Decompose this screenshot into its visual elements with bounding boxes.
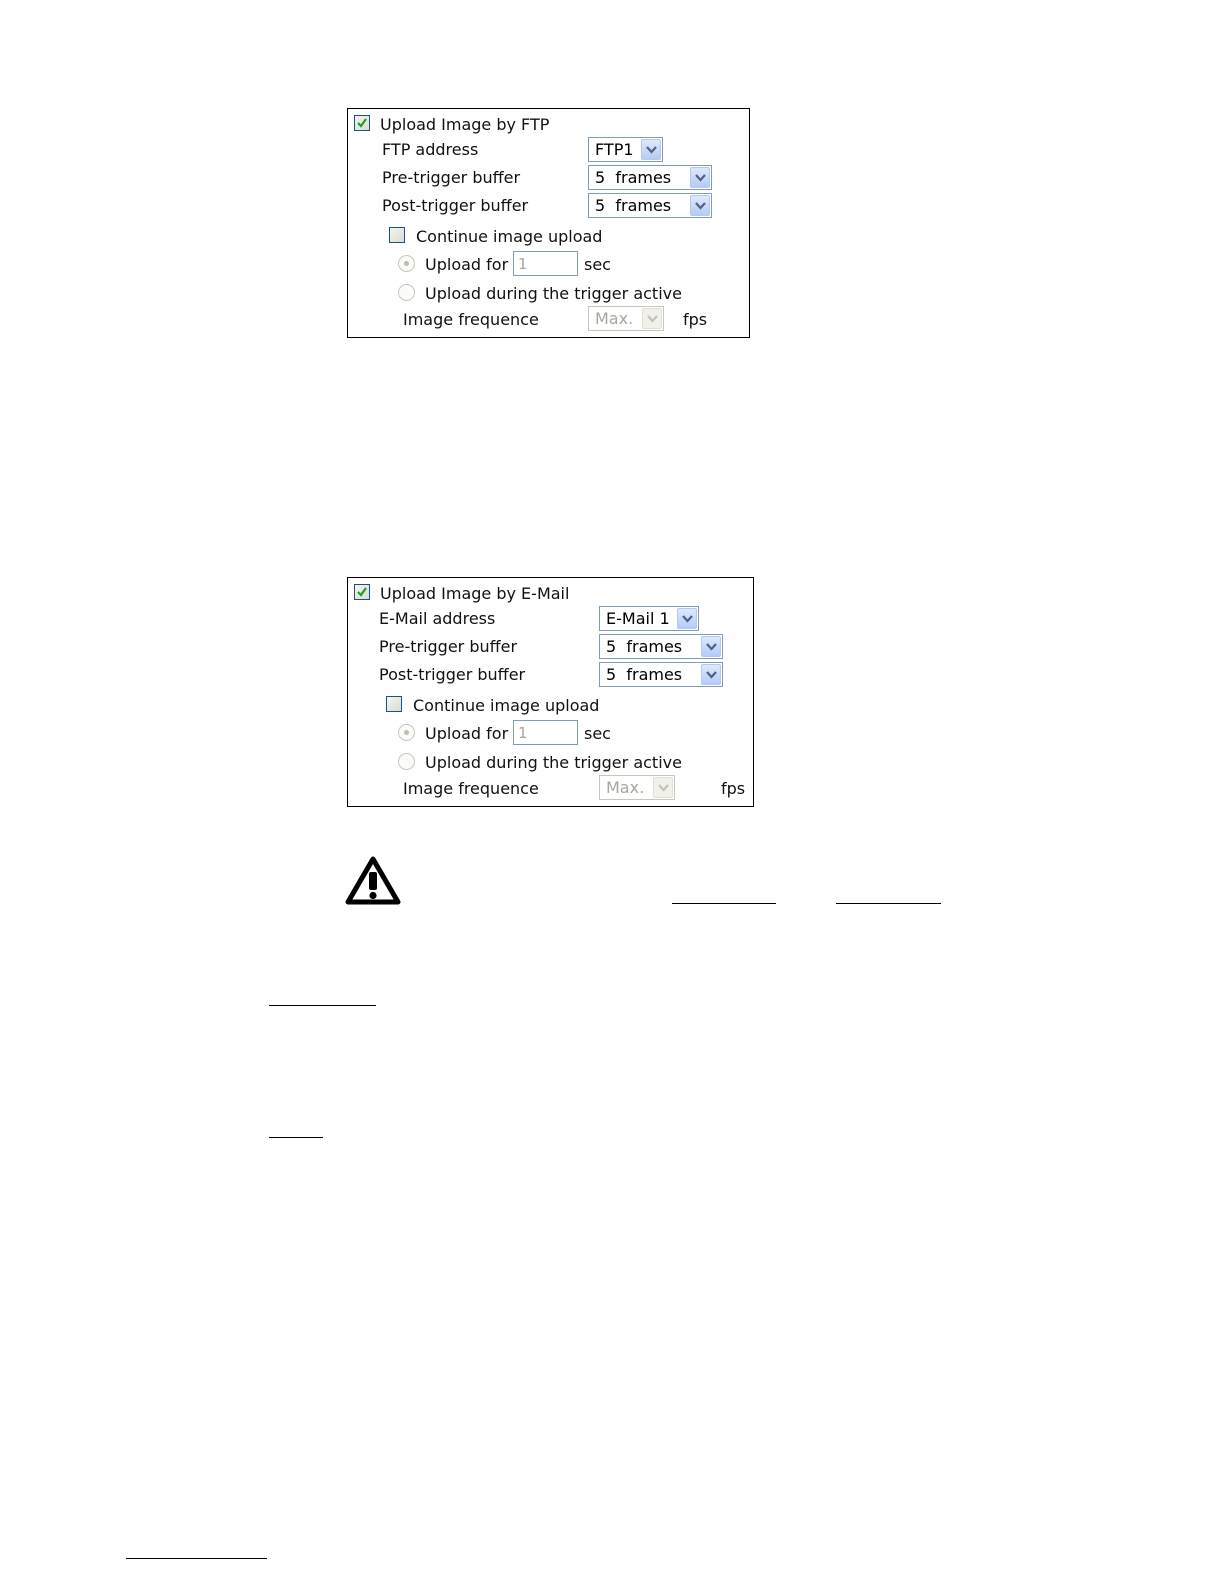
continue-upload-checkbox[interactable] (389, 227, 405, 243)
upload-during-trigger-label: Upload during the trigger active (425, 284, 682, 303)
pre-trigger-label: Pre-trigger buffer (379, 637, 518, 656)
pre-trigger-value: 5 frames (595, 168, 672, 187)
warning-triangle-icon (345, 855, 401, 911)
sec-label: sec (584, 255, 611, 274)
ftp-address-value: FTP1 (595, 140, 634, 159)
fps-label: fps (721, 779, 746, 798)
ftp-address-label: FTP address (382, 140, 479, 159)
post-trigger-value: 5 frames (595, 196, 672, 215)
image-frequence-label: Image frequence (403, 779, 539, 798)
chevron-down-icon[interactable] (701, 664, 721, 685)
upload-for-seconds-value: 1 (518, 255, 528, 273)
post-trigger-label: Post-trigger buffer (382, 196, 529, 215)
upload-by-email-label: Upload Image by E-Mail (380, 584, 570, 603)
email-upload-panel (347, 577, 754, 807)
upload-for-seconds-input[interactable] (513, 720, 578, 745)
continue-upload-label: Continue image upload (416, 227, 603, 246)
checkmark-icon (356, 117, 368, 129)
email-address-select[interactable] (599, 606, 699, 631)
chevron-down-icon[interactable] (642, 308, 662, 329)
post-trigger-value: 5 frames (606, 665, 683, 684)
continue-upload-checkbox[interactable] (386, 696, 402, 712)
sec-label: sec (584, 724, 611, 743)
upload-for-label: Upload for (425, 724, 509, 743)
heading-underline (269, 1005, 376, 1006)
image-frequence-value: Max. (606, 778, 645, 797)
pre-trigger-select[interactable] (599, 634, 723, 659)
chevron-down-icon[interactable] (690, 195, 710, 216)
pre-trigger-select[interactable] (588, 165, 712, 190)
upload-by-ftp-label: Upload Image by FTP (380, 115, 550, 134)
chevron-down-icon[interactable] (677, 608, 697, 629)
link-underline (836, 903, 941, 904)
footer-link-underline (126, 1558, 267, 1559)
chevron-down-icon[interactable] (653, 777, 673, 798)
post-trigger-select[interactable] (599, 662, 723, 687)
continue-upload-label: Continue image upload (413, 696, 600, 715)
chevron-down-icon[interactable] (701, 636, 721, 657)
upload-during-trigger-radio[interactable] (398, 753, 415, 770)
email-address-value: E-Mail 1 (606, 609, 670, 628)
checkmark-icon (356, 586, 368, 598)
upload-for-radio[interactable] (398, 724, 415, 741)
image-frequence-label: Image frequence (403, 310, 539, 329)
pre-trigger-value: 5 frames (606, 637, 683, 656)
upload-for-radio[interactable] (398, 255, 415, 272)
link-underline (672, 903, 776, 904)
post-trigger-select[interactable] (588, 193, 712, 218)
upload-during-trigger-label: Upload during the trigger active (425, 753, 682, 772)
upload-by-email-checkbox[interactable] (354, 584, 370, 600)
image-frequence-value: Max. (595, 309, 634, 328)
upload-for-label: Upload for (425, 255, 509, 274)
upload-during-trigger-radio[interactable] (398, 284, 415, 301)
ftp-upload-panel (347, 108, 750, 338)
chevron-down-icon[interactable] (641, 139, 661, 160)
ftp-address-select[interactable] (588, 137, 663, 162)
image-frequence-select[interactable] (599, 775, 675, 800)
email-address-label: E-Mail address (379, 609, 496, 628)
pre-trigger-label: Pre-trigger buffer (382, 168, 521, 187)
fps-label: fps (683, 310, 708, 329)
image-frequence-select[interactable] (588, 306, 664, 331)
post-trigger-label: Post-trigger buffer (379, 665, 526, 684)
upload-by-ftp-checkbox[interactable] (354, 115, 370, 131)
upload-for-seconds-input[interactable] (513, 251, 578, 276)
upload-for-seconds-value: 1 (518, 724, 528, 742)
heading-underline (269, 1137, 323, 1138)
chevron-down-icon[interactable] (690, 167, 710, 188)
